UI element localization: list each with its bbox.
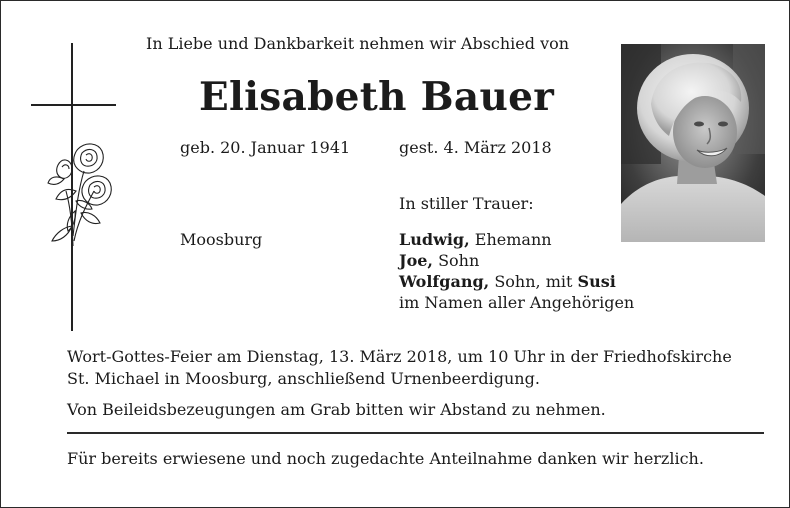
thanks-text: Für bereits erwiesene und noch zugedachte Anteilnahme danken wir herzlich. — [67, 449, 704, 468]
relative-extra-name: Susi — [577, 272, 616, 291]
relative-line — [399, 251, 479, 270]
relative-relation: Sohn — [433, 251, 480, 270]
cross-with-roses-icon — [26, 41, 136, 333]
birth-date: geb. 20. Januar 1941 — [180, 138, 351, 157]
deceased-name: Elisabeth Bauer — [199, 74, 555, 120]
intro-text: In Liebe und Dankbarkeit nehmen wir Abschied von — [146, 34, 570, 53]
portrait-photo — [621, 44, 765, 242]
relatives-note: im Namen aller Angehörigen — [399, 293, 635, 312]
town-name: Moosburg — [180, 230, 263, 249]
relative-line — [399, 230, 552, 249]
relative-name: Ludwig, — [399, 230, 470, 249]
service-text-line2: St. Michael in Moosburg, anschließend Urnenbeerdigung. — [67, 369, 540, 388]
relative-name: Joe, — [399, 251, 433, 270]
relative-relation: Sohn, mit — [489, 272, 578, 291]
death-date: gest. 4. März 2018 — [399, 138, 552, 157]
condolence-note: Von Beileidsbezeugungen am Grab bitten wir Abstand zu nehmen. — [67, 400, 606, 419]
divider — [67, 432, 764, 434]
relative-name: Wolfgang, — [399, 272, 490, 291]
service-text-line1: Wort-Gottes-Feier am Dienstag, 13. März 2018, um 10 Uhr in der Friedhofskirche — [67, 347, 732, 366]
mourning-label: In stiller Trauer: — [399, 194, 534, 213]
relative-line — [399, 272, 616, 291]
relative-relation: Ehemann — [469, 230, 552, 249]
